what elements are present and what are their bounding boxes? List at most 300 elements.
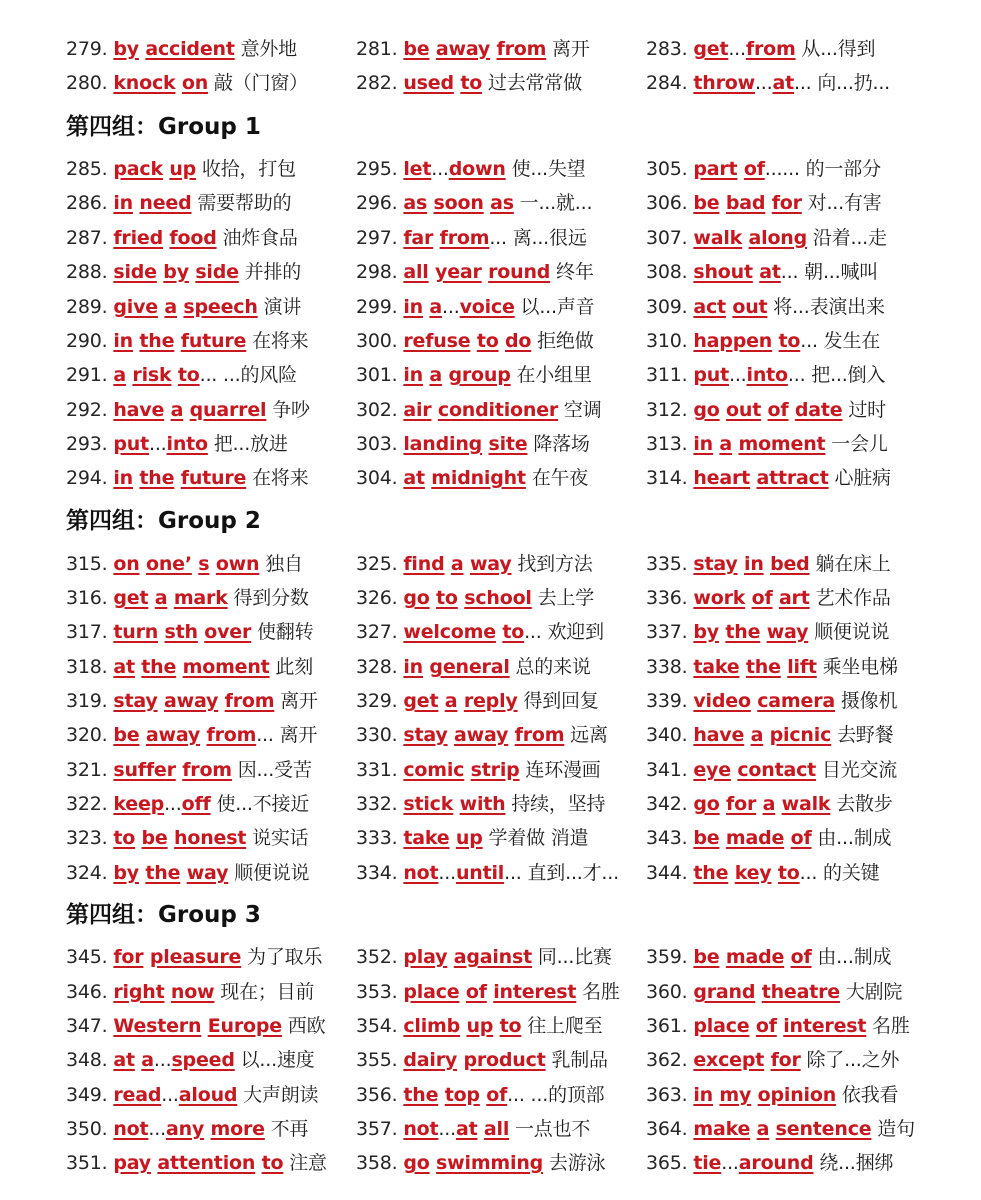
- phrase-entry: [646, 255, 878, 289]
- entry-number: 335.: [646, 553, 688, 575]
- phrase-word: a: [170, 399, 184, 421]
- english-phrase: [693, 759, 816, 781]
- phrase-word: pleasure: [149, 946, 242, 968]
- english-phrase: [403, 399, 558, 421]
- ellipsis: ...: [799, 862, 818, 884]
- phrase-word: of: [790, 827, 812, 849]
- phrase-word: along: [748, 227, 808, 249]
- english-phrase: [403, 981, 576, 1003]
- entry-number: 301.: [356, 364, 398, 386]
- phrase-word: landing: [403, 433, 483, 455]
- phrase-entry: [646, 461, 891, 495]
- chinese-meaning: 过去常常做: [487, 72, 582, 94]
- entry-number: 326.: [356, 587, 398, 609]
- phrase-row: [0, 821, 981, 855]
- english-phrase: [403, 1152, 543, 1174]
- entry-number: 290.: [66, 330, 108, 352]
- chinese-meaning: 现在；目前: [220, 981, 315, 1003]
- phrase-entry: [646, 1112, 915, 1146]
- phrase-word: suffer: [113, 759, 176, 781]
- english-phrase: [693, 399, 842, 421]
- phrase-entry: [646, 1078, 898, 1112]
- phrase-word: away: [164, 690, 219, 712]
- phrase-word: place: [403, 981, 460, 1003]
- entry-number: 306.: [646, 192, 688, 214]
- phrase-entry: [66, 821, 308, 855]
- phrase-word: go: [403, 1152, 430, 1174]
- phrase-word: dairy: [403, 1049, 458, 1071]
- entry-number: 300.: [356, 330, 398, 352]
- phrase-word: in: [113, 467, 133, 489]
- ellipsis: ...: [728, 364, 747, 386]
- english-phrase: [403, 587, 531, 609]
- chinese-meaning: 得到回复: [523, 690, 599, 712]
- english-phrase: [403, 862, 521, 884]
- phrase-word: get: [113, 587, 149, 609]
- entry-number: 294.: [66, 467, 108, 489]
- chinese-meaning: 油炸食品: [222, 227, 298, 249]
- phrase-row: [0, 787, 981, 821]
- ellipsis: ...: [148, 1118, 166, 1140]
- ellipsis: ...: [800, 330, 818, 352]
- chinese-meaning: 由...制成: [817, 827, 892, 849]
- phrase-entry: [356, 718, 608, 752]
- phrase-entry: [356, 615, 604, 649]
- phrase-word: part: [693, 158, 738, 180]
- phrase-word: to: [177, 364, 200, 386]
- english-phrase: [113, 1152, 283, 1174]
- english-phrase: [693, 1049, 800, 1071]
- entry-number: 287.: [66, 227, 108, 249]
- phrase-word: a: [719, 433, 733, 455]
- phrase-entry: [356, 753, 601, 787]
- phrase-word: school: [464, 587, 532, 609]
- phrase-word: get: [403, 690, 439, 712]
- english-phrase: [403, 364, 510, 386]
- phrase-entry: [66, 753, 312, 787]
- phrase-word: used: [403, 72, 454, 94]
- entry-number: 333.: [356, 827, 398, 849]
- phrase-entry: [356, 821, 588, 855]
- phrase-row: [0, 547, 981, 581]
- phrase-word: food: [169, 227, 217, 249]
- phrase-word: around: [738, 1152, 814, 1174]
- phrase-word: of: [767, 399, 789, 421]
- phrase-word: have: [693, 724, 745, 746]
- phrase-word: risk: [132, 364, 172, 386]
- phrase-word: of: [751, 587, 773, 609]
- english-phrase: [113, 72, 208, 94]
- english-phrase: [693, 621, 808, 643]
- phrase-word: walk: [693, 227, 743, 249]
- chinese-meaning: 向...扔...: [817, 72, 891, 94]
- phrase-word: of: [743, 158, 765, 180]
- english-phrase: [693, 192, 801, 214]
- phrase-word: for: [771, 192, 802, 214]
- english-phrase: [113, 827, 246, 849]
- ellipsis: ...: [161, 1084, 179, 1106]
- english-phrase: [113, 261, 238, 283]
- phrase-word: in: [113, 330, 133, 352]
- chinese-meaning: 为了取乐: [247, 946, 323, 968]
- chinese-meaning: 往上爬至: [527, 1015, 603, 1037]
- chinese-meaning: 离开: [552, 38, 590, 60]
- phrase-word: fried: [113, 227, 163, 249]
- phrase-word: attract: [756, 467, 829, 489]
- english-phrase: [693, 1152, 813, 1174]
- phrase-word: stay: [403, 724, 448, 746]
- entry-number: 284.: [646, 72, 688, 94]
- phrase-entry: [646, 66, 890, 100]
- entry-number: 319.: [66, 690, 108, 712]
- chinese-meaning: 终年: [556, 261, 594, 283]
- entry-number: 310.: [646, 330, 688, 352]
- phrase-word: walk: [781, 793, 831, 815]
- phrase-word: a: [141, 1049, 154, 1071]
- english-phrase: [113, 296, 257, 318]
- phrase-word: of: [486, 1084, 508, 1106]
- phrase-word: picnic: [769, 724, 832, 746]
- phrase-word: against: [453, 946, 532, 968]
- phrase-word: away: [435, 38, 491, 60]
- phrase-word: from: [224, 690, 275, 712]
- entry-number: 337.: [646, 621, 688, 643]
- entry-number: 309.: [646, 296, 688, 318]
- phrase-entry: [356, 1043, 608, 1077]
- entry-number: 296.: [356, 192, 398, 214]
- phrase-word: year: [435, 261, 482, 283]
- chinese-meaning: 一会儿: [831, 433, 888, 455]
- phrase-word: in: [693, 1084, 713, 1106]
- entry-number: 288.: [66, 261, 108, 283]
- english-phrase: [693, 38, 795, 60]
- entry-number: 293.: [66, 433, 108, 455]
- phrase-entry: [646, 393, 886, 427]
- english-phrase: [693, 72, 811, 94]
- chinese-meaning: 离开: [279, 724, 318, 746]
- phrase-word: moment: [738, 433, 826, 455]
- entry-number: 340.: [646, 724, 688, 746]
- phrase-word: work: [693, 587, 746, 609]
- chinese-meaning: 离...很远: [512, 227, 587, 249]
- chinese-meaning: 发生在: [823, 330, 881, 352]
- group-heading: 第四组：Group 3: [66, 902, 261, 928]
- phrase-entry: [356, 358, 592, 392]
- phrase-word: a: [429, 296, 443, 318]
- entry-number: 363.: [646, 1084, 688, 1106]
- english-phrase: [403, 946, 532, 968]
- phrase-word: s: [198, 553, 210, 575]
- english-phrase: [113, 192, 191, 214]
- ellipsis: ...: [199, 364, 218, 386]
- phrase-entry: [66, 186, 291, 220]
- phrase-entry: [66, 358, 297, 392]
- english-phrase: [113, 621, 251, 643]
- phrase-entry: [66, 718, 317, 752]
- chinese-meaning: 学着做 消遣: [488, 827, 589, 849]
- english-phrase: [693, 553, 809, 575]
- ellipsis: ...: [754, 72, 773, 94]
- entry-number: 303.: [356, 433, 398, 455]
- english-phrase: [113, 946, 241, 968]
- phrase-word: the: [403, 1084, 439, 1106]
- phrase-word: refuse: [403, 330, 471, 352]
- phrase-word: camera: [757, 690, 835, 712]
- entry-number: 314.: [646, 467, 688, 489]
- ellipsis: ...: [507, 1084, 525, 1106]
- phrase-word: from: [745, 38, 796, 60]
- english-phrase: [403, 1118, 509, 1140]
- entry-number: 321.: [66, 759, 108, 781]
- phrase-entry: [66, 393, 310, 427]
- chinese-meaning: 乘坐电梯: [822, 656, 898, 678]
- ellipsis: ...: [787, 364, 806, 386]
- chinese-meaning: 的一部分: [805, 158, 881, 180]
- chinese-meaning: 意外地: [240, 38, 297, 60]
- phrase-word: go: [693, 399, 720, 421]
- ellipsis: ...: [728, 38, 746, 60]
- english-phrase: [403, 467, 526, 489]
- phrase-word: in: [403, 364, 423, 386]
- phrase-word: comic: [403, 759, 465, 781]
- phrase-word: a: [113, 364, 126, 386]
- phrase-row: [0, 255, 981, 289]
- entry-number: 286.: [66, 192, 108, 214]
- entry-number: 327.: [356, 621, 398, 643]
- phrase-entry: [356, 255, 594, 289]
- chinese-meaning: 名胜: [872, 1015, 910, 1037]
- phrase-entry: [646, 718, 893, 752]
- phrase-word: by: [693, 621, 719, 643]
- phrase-word: to: [778, 330, 801, 352]
- phrase-word: midnight: [431, 467, 526, 489]
- phrase-word: happen: [693, 330, 773, 352]
- phrase-word: group: [448, 364, 511, 386]
- phrase-word: a: [762, 793, 776, 815]
- chinese-meaning: 收拾，打包: [201, 158, 296, 180]
- chinese-meaning: 造句: [877, 1118, 915, 1140]
- phrase-word: be: [693, 192, 720, 214]
- phrase-word: except: [693, 1049, 765, 1071]
- english-phrase: [693, 827, 811, 849]
- phrase-entry: [66, 856, 309, 890]
- chinese-meaning: 空调: [563, 399, 602, 421]
- chinese-meaning: 在将来: [252, 467, 309, 489]
- entry-number: 329.: [356, 690, 398, 712]
- chinese-meaning: 不再: [270, 1118, 309, 1140]
- entry-number: 360.: [646, 981, 688, 1003]
- phrase-row: [0, 718, 981, 752]
- phrase-word: to: [777, 862, 800, 884]
- entry-number: 347.: [66, 1015, 108, 1037]
- phrase-word: in: [744, 553, 764, 575]
- phrase-word: stay: [693, 553, 738, 575]
- chinese-meaning: 远离: [570, 724, 608, 746]
- phrase-word: of: [790, 946, 812, 968]
- phrase-word: eye: [693, 759, 731, 781]
- phrase-word: a: [450, 553, 464, 575]
- phrase-word: place: [693, 1015, 750, 1037]
- chinese-meaning: 独自: [265, 553, 303, 575]
- phrase-word: the: [725, 621, 761, 643]
- entry-number: 364.: [646, 1118, 688, 1140]
- phrase-row: [0, 940, 981, 974]
- english-phrase: [113, 862, 228, 884]
- phrase-word: give: [113, 296, 158, 318]
- entry-number: 345.: [66, 946, 108, 968]
- phrase-word: way: [186, 862, 229, 884]
- entry-number: 289.: [66, 296, 108, 318]
- chinese-meaning: 直到...才...: [527, 862, 619, 884]
- phrase-entry: [646, 940, 891, 974]
- phrase-entry: [356, 1078, 604, 1112]
- phrase-entry: [646, 324, 880, 358]
- phrase-word: make: [693, 1118, 751, 1140]
- english-phrase: [113, 158, 196, 180]
- english-phrase: [693, 690, 835, 712]
- ellipsis: ...: [153, 1049, 172, 1071]
- english-phrase: [403, 227, 507, 249]
- phrase-row: [0, 1009, 981, 1043]
- phrase-entry: [66, 1078, 318, 1112]
- chinese-meaning: 从...得到: [801, 38, 876, 60]
- chinese-meaning: 在将来: [252, 330, 309, 352]
- phrase-word: bad: [725, 192, 766, 214]
- phrase-word: off: [181, 793, 211, 815]
- entry-number: 357.: [356, 1118, 398, 1140]
- phrase-word: on: [181, 72, 209, 94]
- entry-number: 292.: [66, 399, 108, 421]
- phrase-word: a: [756, 1118, 770, 1140]
- phrase-entry: [646, 290, 885, 324]
- phrase-word: grand: [693, 981, 756, 1003]
- phrase-word: keep: [113, 793, 165, 815]
- entry-number: 281.: [356, 38, 398, 60]
- chinese-meaning: 连环漫画: [525, 759, 601, 781]
- english-phrase: [113, 1118, 264, 1140]
- phrase-word: to: [261, 1152, 284, 1174]
- phrase-word: the: [145, 862, 181, 884]
- phrase-entry: [646, 821, 891, 855]
- phrase-word: tie: [693, 1152, 722, 1174]
- english-phrase: [403, 296, 514, 318]
- entry-number: 358.: [356, 1152, 398, 1174]
- english-phrase: [113, 587, 227, 609]
- phrase-word: bed: [770, 553, 810, 575]
- phrase-word: a: [444, 690, 458, 712]
- phrase-word: stay: [113, 690, 158, 712]
- entry-number: 320.: [66, 724, 108, 746]
- entry-number: 295.: [356, 158, 398, 180]
- phrase-word: up: [169, 158, 197, 180]
- phrase-word: more: [210, 1118, 265, 1140]
- phrase-word: pay: [113, 1152, 151, 1174]
- phrase-word: own: [215, 553, 260, 575]
- phrase-entry: [646, 221, 887, 255]
- phrase-word: aloud: [178, 1084, 238, 1106]
- phrase-entry: [646, 684, 897, 718]
- phrase-word: not: [403, 862, 439, 884]
- phrase-word: be: [693, 946, 720, 968]
- phrase-row: [0, 461, 981, 495]
- phrase-word: contact: [737, 759, 817, 781]
- phrase-row: [0, 581, 981, 615]
- chinese-meaning: 并排的: [244, 261, 302, 283]
- entry-number: 344.: [646, 862, 688, 884]
- phrase-word: now: [170, 981, 215, 1003]
- chinese-meaning: 同...比赛: [537, 946, 612, 968]
- phrase-word: side: [195, 261, 239, 283]
- phrase-word: stick: [403, 793, 454, 815]
- phrase-word: for: [113, 946, 144, 968]
- phrase-entry: [66, 1043, 315, 1077]
- entry-number: 324.: [66, 862, 108, 884]
- english-phrase: [113, 656, 269, 678]
- phrase-word: top: [444, 1084, 480, 1106]
- ellipsis: ...: [148, 433, 167, 455]
- phrase-word: conditioner: [437, 399, 559, 421]
- phrase-word: for: [770, 1049, 801, 1071]
- chinese-meaning: 使...失望: [511, 158, 586, 180]
- english-phrase: [113, 364, 217, 386]
- entry-number: 334.: [356, 862, 398, 884]
- phrase-word: of: [465, 981, 487, 1003]
- phrase-entry: [646, 787, 893, 821]
- english-phrase: [693, 364, 805, 386]
- chinese-meaning: 降落场: [533, 433, 590, 455]
- entry-number: 285.: [66, 158, 108, 180]
- phrase-row: [0, 684, 981, 718]
- chinese-meaning: 拒绝做: [537, 330, 594, 352]
- phrase-word: with: [459, 793, 506, 815]
- english-phrase: [693, 158, 799, 180]
- english-phrase: [693, 433, 825, 455]
- entry-number: 291.: [66, 364, 108, 386]
- english-phrase: [403, 1049, 545, 1071]
- entry-number: 279.: [66, 38, 108, 60]
- phrase-word: strip: [470, 759, 520, 781]
- phrase-word: site: [488, 433, 528, 455]
- english-phrase: [403, 621, 541, 643]
- phrase-word: honest: [174, 827, 247, 849]
- entry-number: 280.: [66, 72, 108, 94]
- phrase-entry: [356, 856, 619, 890]
- english-phrase: [693, 656, 816, 678]
- phrase-word: interest: [493, 981, 577, 1003]
- phrase-entry: [646, 1146, 893, 1180]
- english-phrase: [403, 827, 482, 849]
- phrase-entry: [356, 66, 582, 100]
- phrase-word: put: [693, 364, 729, 386]
- phrase-word: out: [732, 296, 768, 318]
- phrase-word: into: [166, 433, 208, 455]
- phrase-word: throw: [693, 72, 755, 94]
- phrase-entry: [356, 975, 620, 1009]
- phrase-word: way: [766, 621, 809, 643]
- phrase-entry: [66, 975, 314, 1009]
- entry-number: 299.: [356, 296, 398, 318]
- phrase-entry: [356, 461, 588, 495]
- chinese-meaning: 绕...捆绑: [819, 1152, 894, 1174]
- phrase-word: welcome: [403, 621, 496, 643]
- english-phrase: [403, 656, 509, 678]
- phrase-word: right: [113, 981, 165, 1003]
- phrase-entry: [66, 324, 308, 358]
- phrase-word: the: [693, 862, 729, 884]
- english-phrase: [403, 433, 527, 455]
- phrase-row: [0, 290, 981, 324]
- phrase-word: opinion: [757, 1084, 837, 1106]
